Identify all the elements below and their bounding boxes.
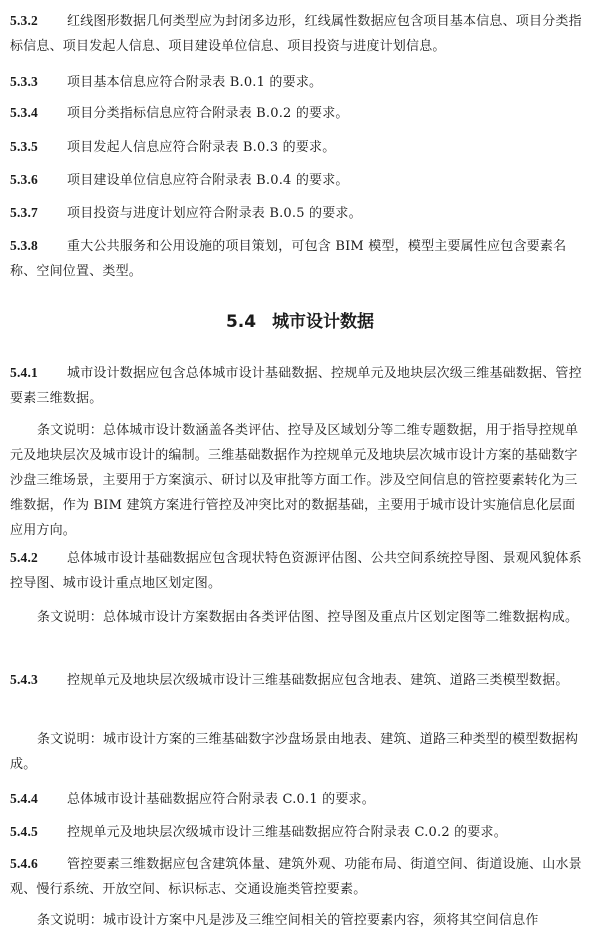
section-number: 5.4 <box>225 312 257 332</box>
clause-number: 5.3.8 <box>10 238 38 253</box>
note-text: 条文说明：城市设计方案的三维基础数字沙盘场景由地表、建筑、道路三种类型的模型数据构成。 <box>10 732 579 772</box>
clause-number: 5.4.3 <box>10 672 38 687</box>
clause-5-3-5 <box>10 134 585 160</box>
clause-number: 5.3.2 <box>10 13 38 28</box>
clause-number: 5.3.6 <box>10 172 38 187</box>
clause-5-4-3 <box>10 667 585 693</box>
clause-text: 控规单元及地块层次级城市设计三维基础数据应符合附录表 C.0.2 的要求。 <box>67 825 507 840</box>
clause-note <box>10 418 585 543</box>
clause-5-3-6 <box>10 167 585 193</box>
clause-5-3-4 <box>10 100 585 126</box>
section-heading <box>0 310 600 334</box>
clause-5-4-6 <box>10 851 585 902</box>
clause-note <box>10 908 585 933</box>
clause-note <box>10 727 585 777</box>
clause-text: 重大公共服务和公用设施的项目策划，可包含 BIM 模型，模型主要属性应包含要素名称、空间位置、类型。 <box>10 239 567 279</box>
clause-text: 项目建设单位信息应符合附录表 B.0.4 的要求。 <box>67 173 349 188</box>
clause-text: 城市设计数据应包含总体城市设计基础数据、控规单元及地块层次级三维基础数据、管控要素三维数据。 <box>10 366 582 406</box>
clause-text: 项目基本信息应符合附录表 B.0.1 的要求。 <box>67 75 323 90</box>
clause-text: 控规单元及地块层次级城市设计三维基础数据应包含地表、建筑、道路三类模型数据。 <box>67 673 569 688</box>
clause-number: 5.4.2 <box>10 550 38 565</box>
clause-number: 5.4.4 <box>10 791 38 806</box>
note-text: 条文说明：城市设计方案中凡是涉及三维空间相关的管控要素内容，须将其空间信息作 <box>37 913 539 928</box>
note-text: 条文说明：总体城市设计方案数据由各类评估图、控导图及重点片区划定图等二维数据构成。 <box>37 610 579 625</box>
clause-5-3-3 <box>10 69 585 95</box>
clause-5-4-5 <box>10 819 585 845</box>
clause-5-3-2 <box>10 8 585 59</box>
clause-number: 5.3.4 <box>10 105 38 120</box>
clause-number: 5.3.3 <box>10 74 38 89</box>
section-title: 城市设计数据 <box>272 312 375 332</box>
clause-5-3-8 <box>10 233 585 284</box>
clause-number: 5.4.6 <box>10 856 38 871</box>
clause-text: 红线图形数据几何类型应为封闭多边形，红线属性数据应包含项目基本信息、项目分类指标信息、项目发起人信息、项目建设单位信息、项目投资与进度计划信息。 <box>10 14 582 54</box>
clause-text: 总体城市设计基础数据应包含现状特色资源评估图、公共空间系统控导图、景观风貌体系控导图、城市设计重点地区划定图。 <box>10 551 582 591</box>
clause-text: 总体城市设计基础数据应符合附录表 C.0.1 的要求。 <box>67 792 375 807</box>
clause-number: 5.4.1 <box>10 365 38 380</box>
clause-number: 5.4.5 <box>10 824 38 839</box>
clause-text: 项目分类指标信息应符合附录表 B.0.2 的要求。 <box>67 106 349 121</box>
clause-number: 5.3.7 <box>10 205 38 220</box>
clause-text: 管控要素三维数据应包含建筑体量、建筑外观、功能布局、街道空间、街道设施、山水景观、慢行系统、开放空间、标识标志、交通设施类管控要素。 <box>10 857 582 897</box>
clause-text: 项目投资与进度计划应符合附录表 B.0.5 的要求。 <box>67 206 362 221</box>
clause-5-4-2 <box>10 545 585 596</box>
clause-5-4-1 <box>10 360 585 411</box>
clause-number: 5.3.5 <box>10 139 38 154</box>
clause-5-4-4 <box>10 786 585 812</box>
clause-5-3-7 <box>10 200 585 226</box>
clause-note <box>10 605 585 630</box>
note-text: 条文说明：总体城市设计数涵盖各类评估、控导及区域划分等二维专题数据，用于指导控规单元及地块层次及城市设计的编制。三维基础数据作为控规单元及地块层次城市设计方案的基础数字沙盘三维场景，主要用于方案演示、研讨以及审批等方面工作。涉及空间信息的管控要素转化为三维数据，作为 BIM 建筑方案进行管控及冲突比对的数据基础，主要用于城市设计实施信息化层面应用方向。 <box>10 423 579 538</box>
clause-text: 项目发起人信息应符合附录表 B.0.3 的要求。 <box>67 140 336 155</box>
